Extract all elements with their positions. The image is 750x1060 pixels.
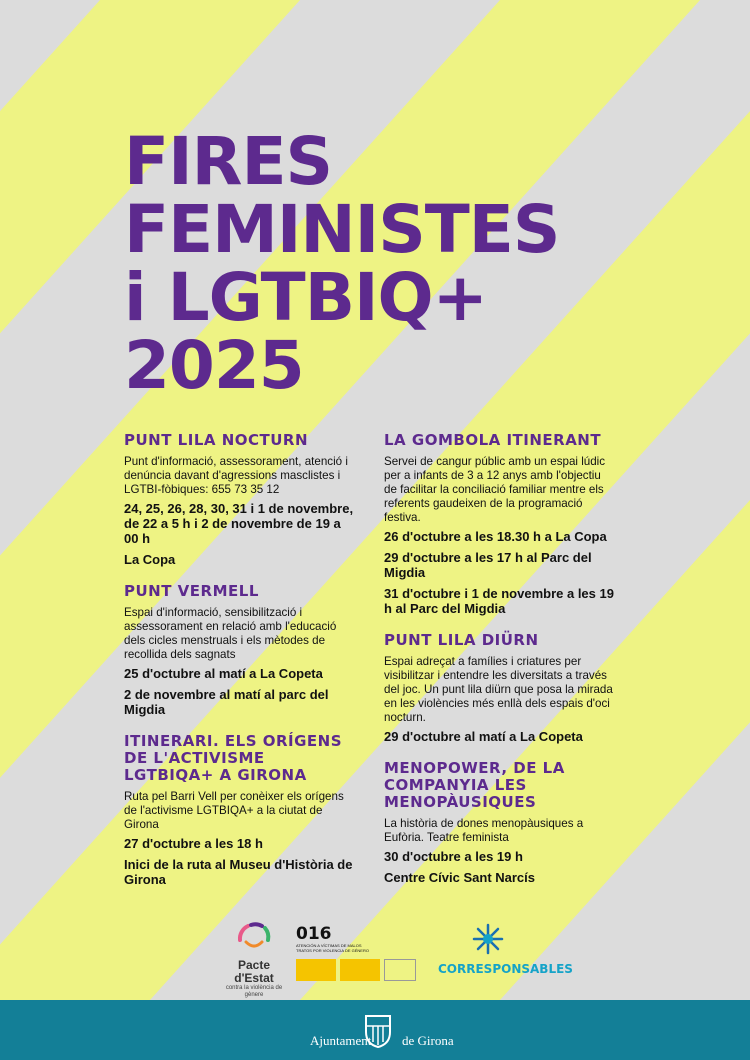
footer-bar (0, 1000, 750, 1060)
corresponsables-name: CORRESPONSABLES (438, 962, 573, 976)
event-heading: PUNT LILA DIÜRN (384, 631, 539, 649)
event-menopower (384, 760, 616, 885)
pacte-name: Pacte d'Estat (234, 958, 274, 985)
title-line-4: 2025 (124, 327, 304, 404)
pacte-subtitle: contra la violència de gènere (225, 985, 283, 998)
pacte-estat-logo (218, 920, 290, 999)
event-heading: PUNT VERMELL (124, 582, 259, 600)
footer-de-girona: de Girona (402, 1033, 454, 1048)
event-heading: ITINERARI. ELS ORÍGENS DE L'ACTIVISME LGTBIQA+ A GIRONA (124, 732, 343, 784)
title-line-3: i LGTBIQ+ (124, 259, 487, 336)
snowflake-icon (471, 922, 505, 956)
event-location: Inici de la ruta al Museu d'Història de Girona (124, 857, 353, 887)
event-location: Centre Cívic Sant Narcís (384, 870, 536, 885)
title-line-1: FIRES (124, 123, 333, 200)
event-punt-lila-diurn (384, 632, 616, 744)
event-punt-vermell (124, 583, 356, 717)
event-description: Servei de cangur públic amb un espai lúdic per a infants de 3 a 12 anys amb l'objectiu de facilitar la conciliació familiar mentre els referents gaudeixen de la programació festiva. (384, 455, 606, 524)
corresponsables-logo (438, 922, 573, 976)
event-date: 24, 25, 26, 28, 30, 31 i 1 de novembre, de 22 a 5 h i 2 de novembre de 19 a 00 h (124, 501, 354, 546)
sponsor-logos (0, 920, 750, 998)
left-column (124, 432, 356, 903)
event-heading: PUNT LILA NOCTURN (124, 431, 309, 449)
smiley-ring-icon (234, 920, 274, 954)
right-column (384, 432, 616, 901)
event-description: Ruta pel Barri Vell per conèixer els orígens de l'activisme LGTBIQA+ a la ciutat de Girona (124, 790, 344, 831)
title-line-2: FEMINISTES (124, 191, 560, 268)
ministry-equality-emblem-icon (340, 959, 380, 981)
spain-government-emblem-icon (296, 959, 336, 981)
event-description: Punt d'informació, assessorament, atenció i denúncia davant d'agressions masclistes i LGTBI-fòbiques: 655 73 35 12 (124, 455, 348, 496)
event-punt-lila-nocturn (124, 432, 356, 567)
016-logo (296, 926, 416, 981)
event-date: 29 d'octubre a les 17 h al Parc del Migdia (384, 550, 592, 580)
event-date: 25 d'octubre al matí a La Copeta (124, 666, 323, 681)
event-description: Espai adreçat a famílies i criatures per visibilitzar i entendre les diversitats a través del joc. Un punt lila diürn que posa la mirada en les violències més enllà dels espais d'oci nocturn. (384, 655, 613, 724)
event-date: 27 d'octubre a les 18 h (124, 836, 263, 851)
event-description: La història de dones menopàusiques a Eufòria. Teatre feminista (384, 817, 584, 844)
event-description: Espai d'informació, sensibilització i assessorament en relació amb l'educació dels cicles menstruals i els mètodes de recollida dels sagnats (124, 606, 337, 661)
secretariat-emblem-icon (384, 959, 416, 981)
event-date: 29 d'octubre al matí a La Copeta (384, 729, 583, 744)
event-heading: LA GOMBOLA ITINERANT (384, 431, 602, 449)
event-date: 26 d'octubre a les 18.30 h a La Copa (384, 529, 607, 544)
event-date: 30 d'octubre a les 19 h (384, 849, 523, 864)
poster-title (124, 123, 560, 404)
event-location: La Copa (124, 552, 176, 567)
footer-ajuntament: Ajuntament (310, 1033, 372, 1048)
event-date: 31 d'octubre i 1 de novembre a les 19 h al Parc del Migdia (384, 586, 614, 616)
girona-crest-icon (364, 1014, 392, 1048)
event-date: 2 de novembre al matí al parc del Migdia (124, 687, 329, 717)
event-itinerari (124, 733, 356, 887)
016-text: ATENCIÓN A VÍCTIMAS DE MALOS TRATOS POR VIOLENCIA DE GÉNERO (296, 943, 369, 953)
government-flags (296, 959, 416, 981)
event-heading: MENOPOWER, DE LA COMPANYIA LES MENOPÀUSIQUES (384, 759, 565, 811)
016-number: 016 (296, 924, 332, 944)
event-la-gombola-itinerant (384, 432, 616, 616)
